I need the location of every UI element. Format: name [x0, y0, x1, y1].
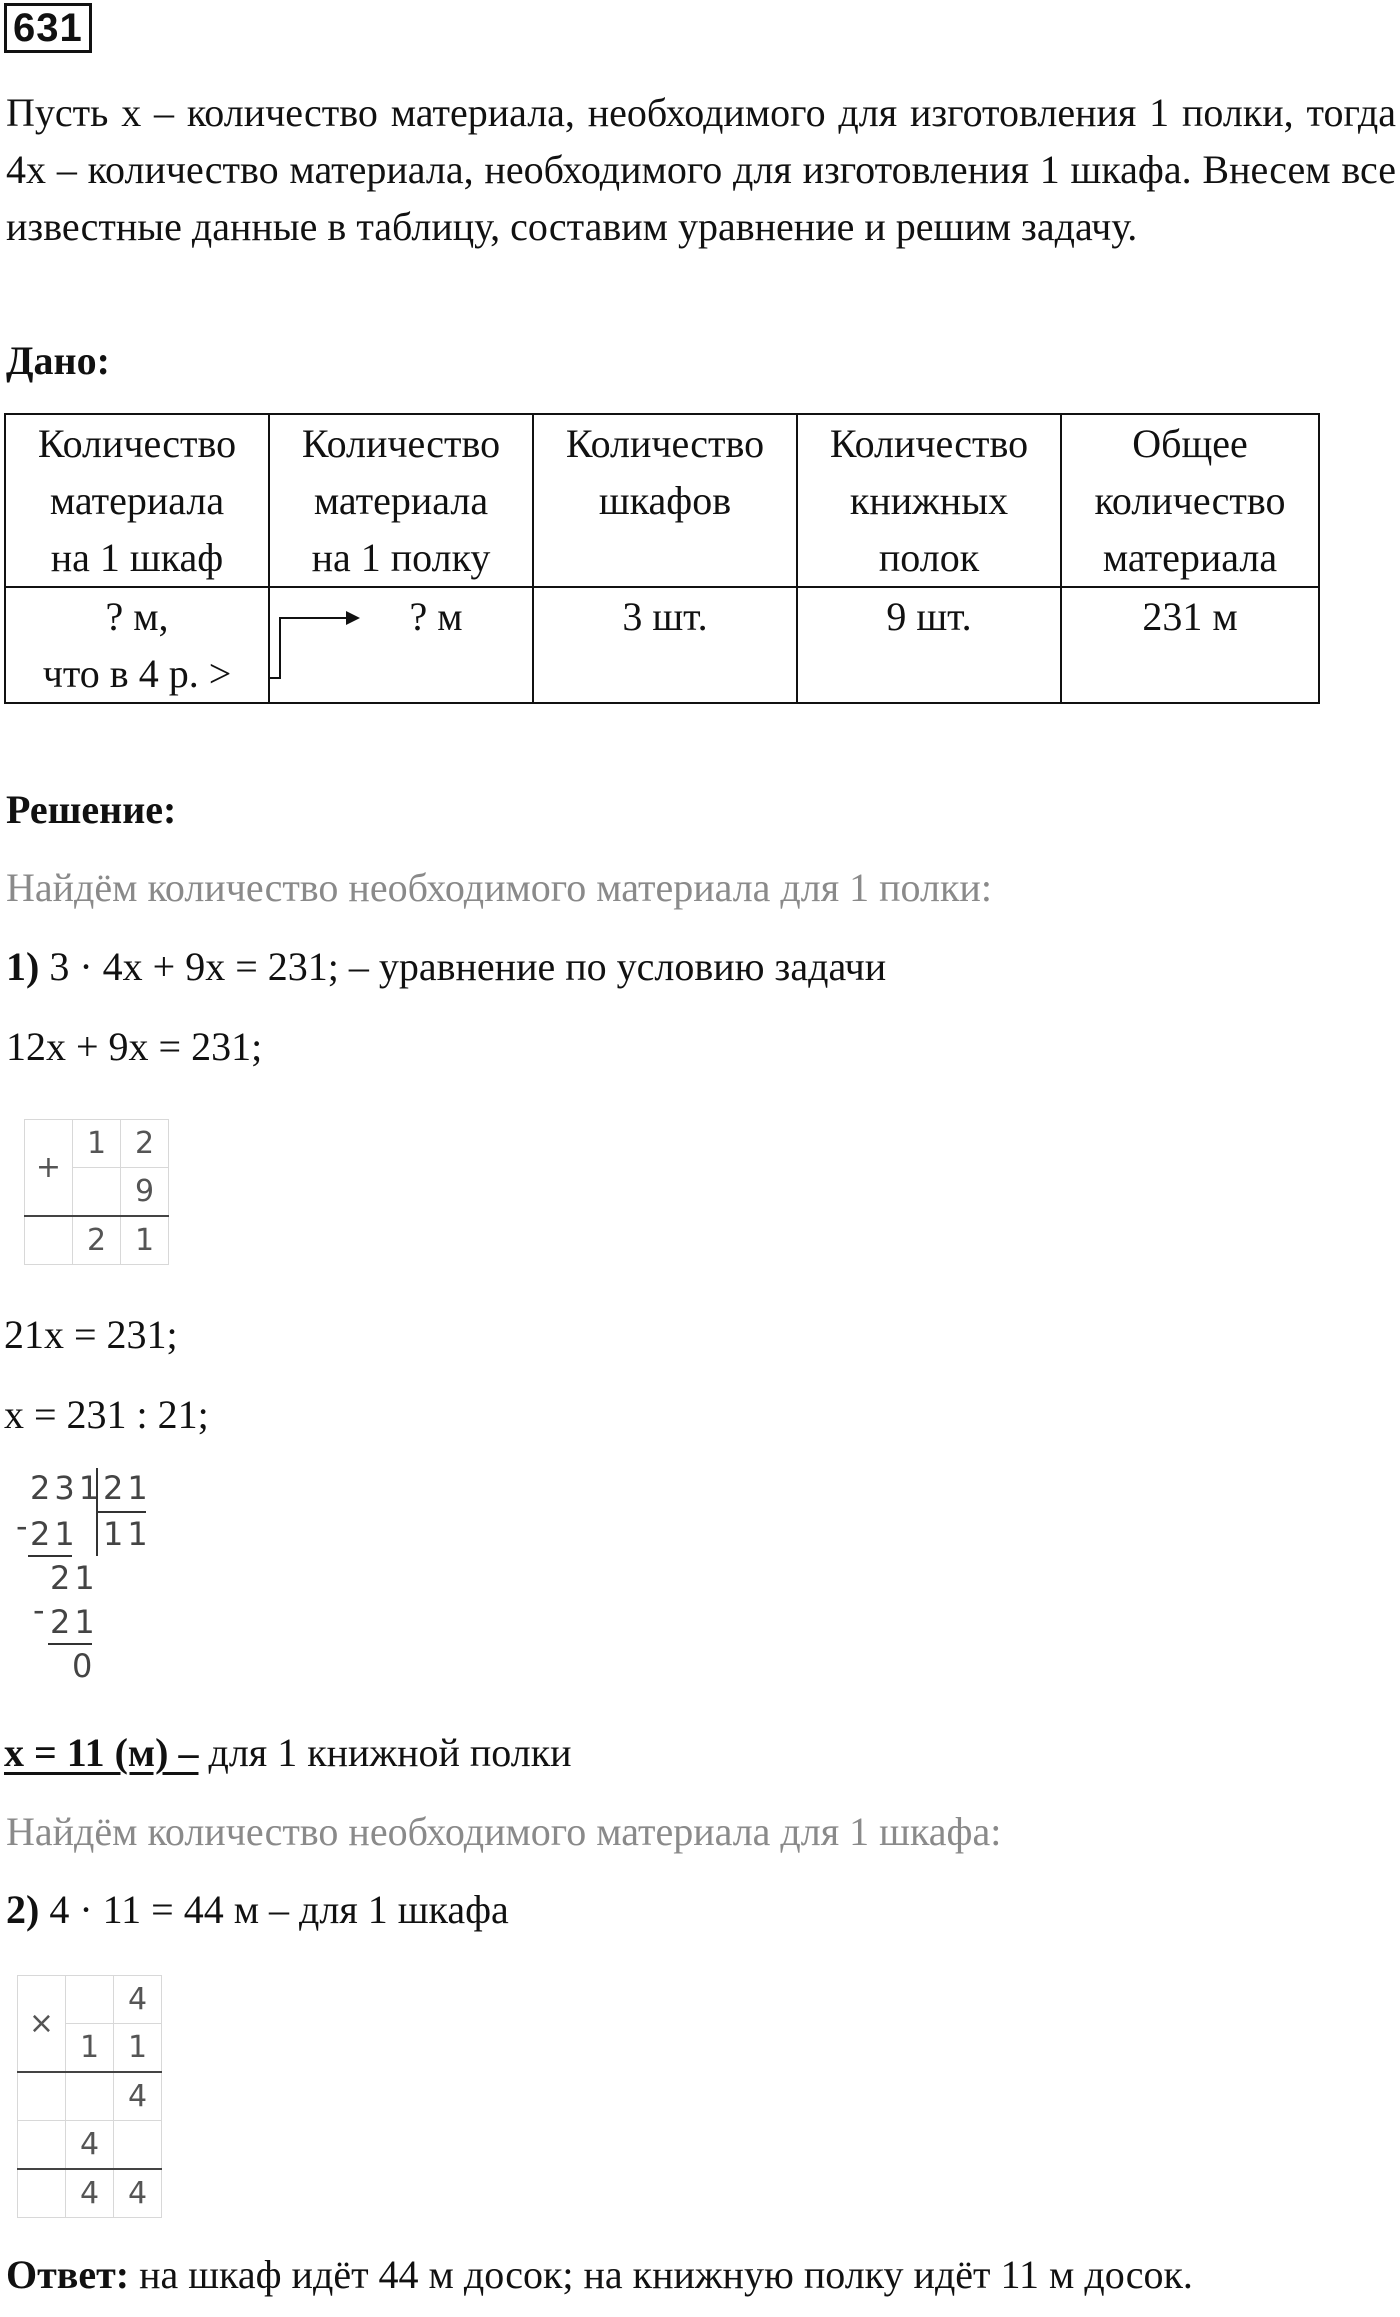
given-table — [4, 413, 1320, 704]
step-2 — [6, 1885, 509, 1935]
minus-sign: - — [16, 1507, 32, 1545]
header-cell — [533, 414, 797, 587]
table-header-row — [5, 414, 1319, 587]
grid-cell — [66, 2072, 114, 2121]
remainder-1: 21 — [50, 1559, 99, 1597]
header-line: книжных — [849, 478, 1009, 523]
equation-12x: 12x + 9x = 231; — [6, 1024, 263, 1069]
grid-cell: 1 — [121, 1216, 169, 1265]
grid-cell: 4 — [66, 2121, 114, 2170]
grid-cell — [66, 1976, 114, 2024]
header-line: количество — [1094, 478, 1286, 523]
header-line: шкафов — [598, 478, 732, 523]
subtrahend-2: 21 — [50, 1603, 99, 1641]
division-lines — [0, 1460, 160, 1700]
header-line: Количество — [829, 421, 1029, 466]
header-line: материала — [313, 478, 489, 523]
given-label: Дано: — [6, 338, 110, 383]
step-text: 4 · 11 = 44 м – для 1 шкафа — [39, 1887, 509, 1932]
dividend: 231 — [30, 1469, 104, 1507]
arrow-connector-icon — [266, 606, 366, 686]
header-cell — [269, 414, 533, 587]
value-cell-cabinets: 3 шт. — [533, 587, 797, 703]
answer — [6, 2250, 1193, 2300]
value-cell-shelf — [269, 587, 533, 703]
value-cell-total: 231 м — [1061, 587, 1319, 703]
equation-21x: 21x = 231; — [4, 1312, 178, 1357]
grid-cell: 4 — [114, 2169, 162, 2218]
result-value: x = 11 (м) – — [4, 1730, 199, 1775]
grid-cell — [25, 1216, 73, 1265]
value-text: ? м — [409, 594, 463, 639]
grid-cell: 1 — [73, 1120, 121, 1168]
grid-cell — [18, 2121, 66, 2170]
value-cell-cabinet — [5, 587, 269, 703]
step-number: 2) — [6, 1887, 40, 1932]
grid-cell: 4 — [114, 1976, 162, 2024]
value-line: что в 4 р. > — [42, 651, 232, 696]
solution-label: Решение: — [6, 787, 177, 832]
result-shelf — [4, 1728, 572, 1778]
step-text: 3 · 4x + 9x = 231; – уравнение по условию задачи — [39, 944, 887, 989]
grid-cell — [18, 2072, 66, 2121]
value-line: ? м, — [105, 594, 169, 639]
multiplication-grid — [17, 1975, 162, 2218]
grid-cell: 4 — [114, 2072, 162, 2121]
value-cell-shelves: 9 шт. — [797, 587, 1061, 703]
header-line: на 1 шкаф — [50, 535, 224, 580]
header-line: материала — [49, 478, 225, 523]
answer-text: на шкаф идёт 44 м досок; на книжную полку идёт 11 м досок. — [129, 2252, 1193, 2297]
grid-cell — [73, 1168, 121, 1217]
grid-cell: 1 — [114, 2024, 162, 2073]
header-line: на 1 полку — [311, 535, 491, 580]
grid-cell: 4 — [66, 2169, 114, 2218]
grid-cell: 2 — [73, 1216, 121, 1265]
equation-x-division: x = 231 : 21; — [4, 1392, 209, 1437]
header-line: Количество — [565, 421, 765, 466]
grid-cell: 1 — [66, 2024, 114, 2073]
hint-find-cabinet: Найдём количество необходимого материала для 1 шкафа: — [6, 1809, 1002, 1854]
addition-grid — [24, 1119, 169, 1265]
header-cell — [5, 414, 269, 587]
grid-cell — [18, 2169, 66, 2218]
table-value-row — [5, 587, 1319, 703]
answer-label: Ответ: — [6, 2252, 130, 2297]
header-line: полок — [878, 535, 980, 580]
header-cell — [797, 414, 1061, 587]
step-1 — [6, 942, 886, 992]
header-cell — [1061, 414, 1319, 587]
header-line: Количество — [301, 421, 501, 466]
header-line: Общее — [1132, 421, 1248, 466]
quotient: 11 — [103, 1515, 152, 1553]
step-number: 1) — [6, 944, 40, 989]
multiply-icon: × — [18, 1976, 66, 2073]
plus-icon: + — [25, 1120, 73, 1217]
minus-sign: - — [33, 1591, 49, 1629]
subtrahend-1: 21 — [30, 1515, 79, 1553]
remainder-2: 0 — [72, 1647, 97, 1685]
task-number: 631 — [4, 3, 92, 53]
grid-cell — [114, 2121, 162, 2170]
hint-find-shelf: Найдём количество необходимого материала для 1 полки: — [6, 865, 992, 910]
grid-cell: 9 — [121, 1168, 169, 1217]
divisor: 21 — [103, 1469, 152, 1507]
result-text: для 1 книжной полки — [198, 1730, 572, 1775]
grid-cell: 2 — [121, 1120, 169, 1168]
header-line: материала — [1102, 535, 1278, 580]
header-line: Количество — [37, 421, 237, 466]
intro-paragraph: Пусть x – количество материала, необходимого для изготовления 1 полки, тогда 4x – количество материала, необходимого для изготовления 1 шкафа. Внесем все известные данные в таблицу, составим уравнение и решим задачу. — [6, 90, 1396, 249]
